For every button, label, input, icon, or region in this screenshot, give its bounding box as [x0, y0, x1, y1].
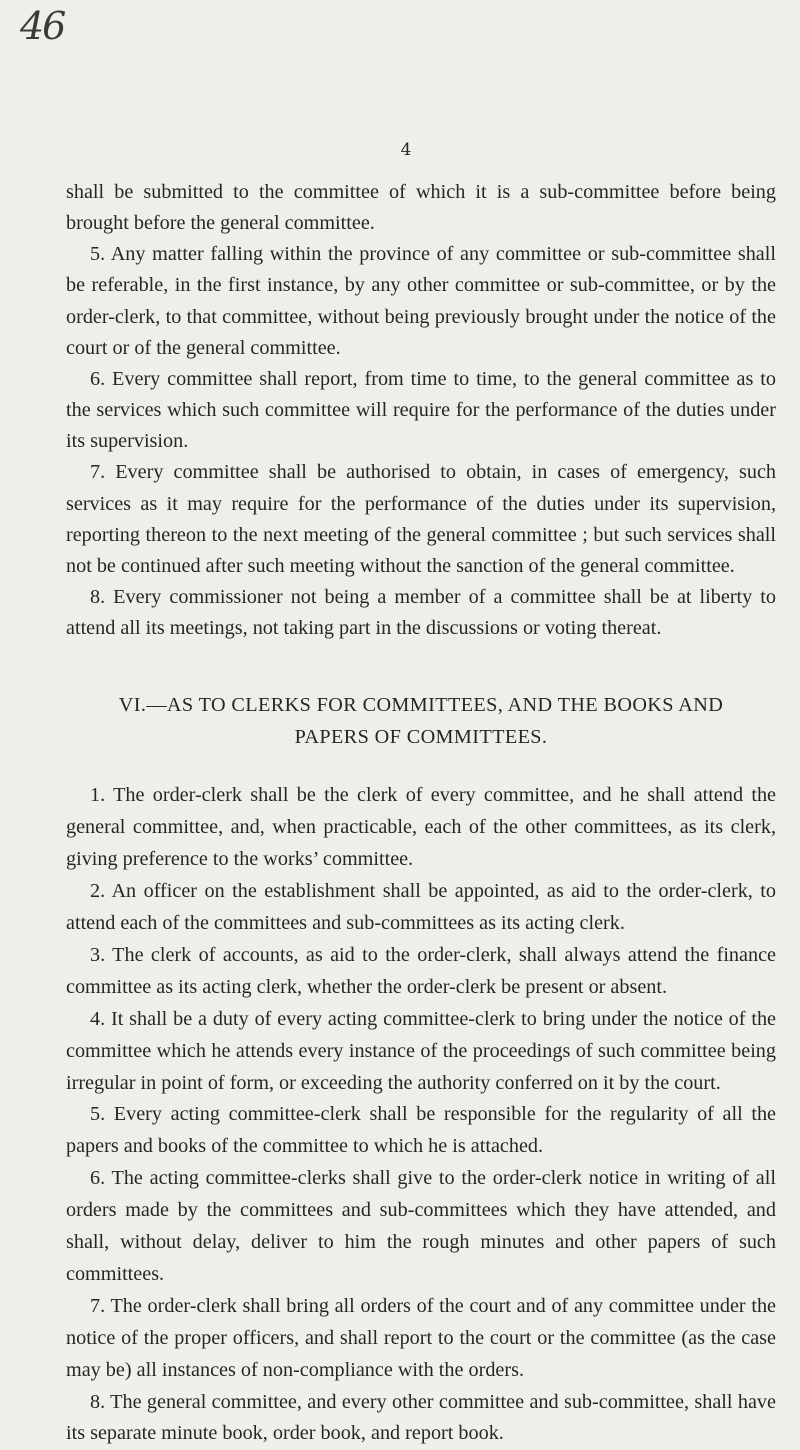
rule-paragraph: 1. The order-clerk shall be the clerk of every committee, and he shall attend the general committee, and, when practicable, each of the other committees, as its clerk, giving preference to the works’ committee. — [66, 784, 776, 871]
rule-paragraph: 6. Every committee shall report, from time to time, to the general committee as to the services which such committee will require for the performance of the duties under its supervision. — [66, 367, 776, 453]
page-number: 4 — [400, 140, 412, 160]
rule-paragraph: 5. Every acting committee-clerk shall be responsible for the regularity of all the papers and books of the committee to which he is attached. — [66, 1103, 776, 1158]
rule-paragraph: 8. Every commissioner not being a member of a committee shall be at liberty to attend all its meetings, not taking part in the discussions or voting thereat. — [66, 586, 776, 640]
rule-paragraph: 5. Any matter falling within the province of any committee or sub-committee shall be referable, in the first instance, by any other committee or sub-committee, or by the order-clerk, to that committee, without being previously brought under the notice of the court or of the general committee. — [66, 243, 776, 359]
rule-paragraph: 2. An officer on the establishment shall be appointed, as aid to the order-clerk, to attend each of the committees and sub-committees as its acting clerk. — [66, 880, 776, 934]
rule-paragraph: 7. The order-clerk shall bring all orders of the court and of any committee under the notice of the proper officers, and shall report to the court or the committee (as the case may be) all instances of non-compliance with the orders. — [66, 1294, 776, 1381]
body-text — [66, 177, 776, 1450]
section-heading — [66, 689, 776, 753]
rule-paragraph: 8. The general committee, and every other committee and sub-committee, shall have its separate minute book, order book, and report book. — [66, 1390, 776, 1445]
rules-list-committees — [66, 239, 776, 644]
rule-paragraph: 7. Every committee shall be authorised to obtain, in cases of emergency, such services as it may require for the performance of the duties under its supervision, reporting thereon to the next meeting of the general committee ; but such services shall not be continued after such meeting without the sanction of the general committee. — [66, 461, 776, 577]
section-heading-line-1: VI.—AS TO CLERKS FOR COMMITTEES, AND THE BOOKS AND — [118, 694, 724, 717]
handwritten-page-mark: 46 — [20, 4, 65, 48]
rule-paragraph: 6. The acting committee-clerks shall give to the order-clerk notice in writing of all orders made by the committees and sub-committees which they have attended, and shall, without delay, deliver to him the rough minutes and other papers of such committees. — [66, 1167, 776, 1285]
continued-paragraph: shall be submitted to the committee of which it is a sub-committee before being brought before the general committee. — [66, 181, 776, 235]
rule-paragraph: 3. The clerk of accounts, as aid to the order-clerk, shall always attend the finance committee as its acting clerk, whether the order-clerk be present or absent. — [66, 943, 776, 998]
section-heading-line-2: PAPERS OF COMMITTEES. — [294, 726, 548, 749]
rule-paragraph: 4. It shall be a duty of every acting committee-clerk to bring under the notice of the committee which he attends every instance of the proceedings of such committee being irregular in point of form, or exceeding the authority conferred on it by the court. — [66, 1007, 776, 1094]
rules-list-clerks — [66, 780, 776, 1450]
